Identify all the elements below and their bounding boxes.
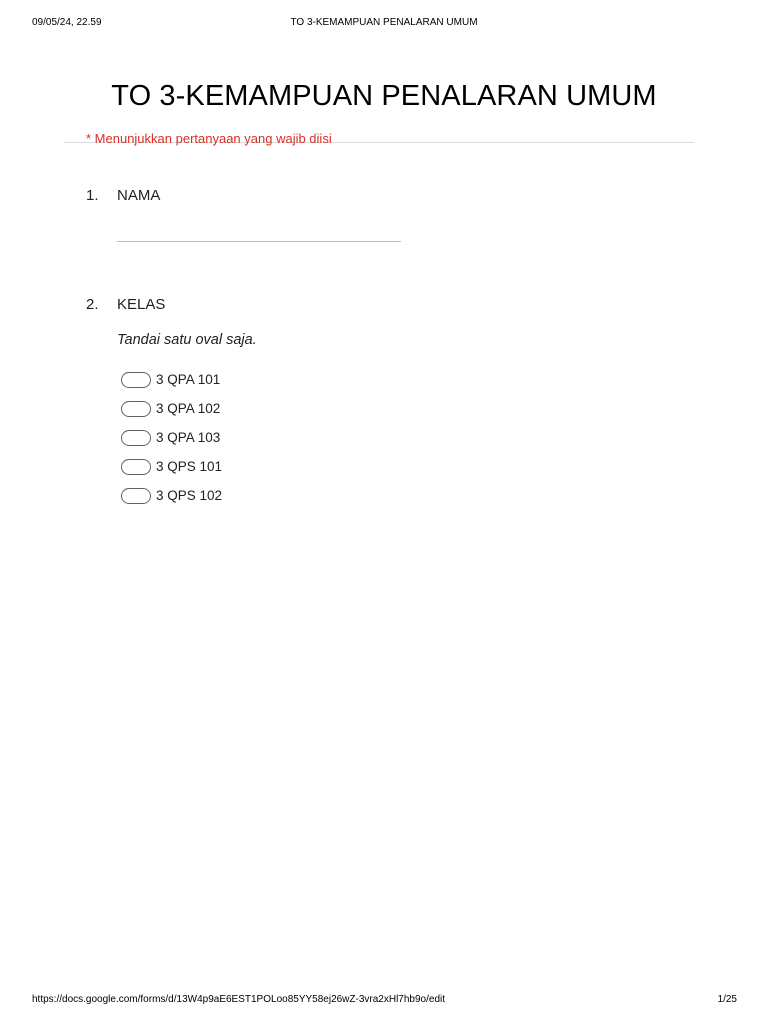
option-label: 3 QPS 101: [156, 459, 223, 474]
print-url: https://docs.google.com/forms/d/13W4p9aE6EST1POLoo85YY58ej26wZ-3vra2xHl7hb9o/edit: [32, 994, 446, 1005]
question-label: KELAS: [117, 296, 166, 313]
oval-radio-icon[interactable]: [121, 372, 151, 388]
oval-radio-icon[interactable]: [121, 488, 151, 504]
kelas-option[interactable]: [121, 459, 321, 488]
oval-radio-icon[interactable]: [121, 430, 151, 446]
oval-radio-icon[interactable]: [121, 459, 151, 475]
question-hint: Tandai satu oval saja.: [117, 332, 257, 348]
kelas-option[interactable]: [121, 430, 321, 459]
required-note: * Menunjukkan pertanyaan yang wajib diisi: [86, 131, 332, 146]
question-number: 1.: [86, 187, 99, 204]
print-datetime: 09/05/24, 22.59: [32, 17, 102, 28]
page-number: 1/25: [717, 994, 737, 1005]
kelas-options: [121, 372, 321, 517]
nama-answer-field[interactable]: [117, 241, 401, 242]
kelas-option[interactable]: [121, 488, 321, 517]
option-label: 3 QPA 102: [156, 401, 221, 416]
kelas-option[interactable]: [121, 372, 321, 401]
kelas-option[interactable]: [121, 401, 321, 430]
print-header: [0, 17, 768, 31]
option-label: 3 QPS 102: [156, 488, 223, 503]
form-title: TO 3-KEMAMPUAN PENALARAN UMUM: [111, 80, 657, 112]
option-label: 3 QPA 101: [156, 372, 221, 387]
question-number: 2.: [86, 296, 99, 313]
oval-radio-icon[interactable]: [121, 401, 151, 417]
question-label: NAMA: [117, 187, 161, 204]
option-label: 3 QPA 103: [156, 430, 221, 445]
print-doc-title: TO 3-KEMAMPUAN PENALARAN UMUM: [290, 17, 478, 28]
